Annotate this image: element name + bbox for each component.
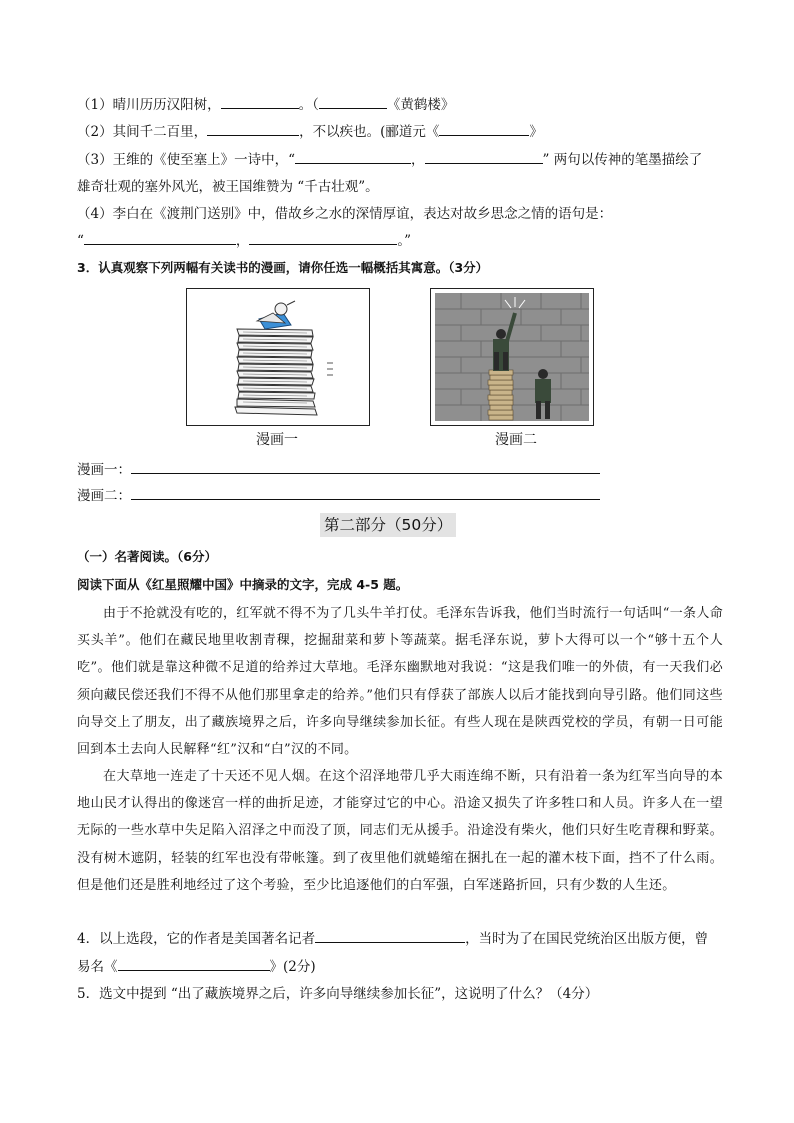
question-4 bbox=[77, 928, 708, 949]
poem-q4-comma: ， bbox=[235, 233, 250, 249]
poem-q1-text: （1）晴川历历汉阳树， bbox=[77, 97, 221, 113]
poem-q3-text-2: ” 两句以传神的笔墨描绘了 bbox=[542, 152, 703, 168]
cartoon-2-image bbox=[431, 289, 593, 425]
question-4-text-2: ，当时为了在国民党统治区出版方便，曾 bbox=[465, 931, 709, 947]
poem-q2-text-2: ，不以疾也。(郦道元《 bbox=[299, 124, 440, 140]
answer-blank[interactable] bbox=[315, 928, 465, 943]
passage-paragraph-1: 由于不抢就没有吃的，红军就不得不为了几头牛羊打仗。毛泽东告诉我，他们当时流行一句话叫“一条人命买头羊”。他们在藏民地里收割青稞，挖掘甜菜和萝卜等蔬菜。据毛泽东说，萝卜大得可以一个“够十五个人吃”。他们就是靠这种微不足道的给养过大草地。毛泽东幽默地对我说：“这是我们唯一的外债，有一天我们必须向藏民偿还我们不得不从他们那里拿走的给养。”他们只有俘获了部族人以后才能找到向导引路。他们同这些向导交上了朋友，出了藏族境界之后，许多向导继续参加长征。有些人现在是陕西党校的学员，有朝一日可能回到本土去向人民解释“红”汉和“白”汉的不同。 bbox=[77, 606, 723, 758]
cartoon-1-answer-label: 漫画一： bbox=[77, 462, 131, 478]
poem-q2 bbox=[77, 121, 543, 142]
poem-q4-text: （4）李白在《渡荆门送别》中，借故乡之水的深情厚谊，表达对故乡思念之情的语句是： bbox=[77, 206, 613, 222]
poem-q3-text: （3）王维的《使至塞上》一诗中，“ bbox=[77, 152, 295, 168]
poem-q4 bbox=[77, 204, 612, 224]
poem-q4-answer bbox=[77, 230, 411, 251]
answer-blank[interactable] bbox=[131, 485, 600, 500]
question-4-text-3: 易名《 bbox=[77, 959, 118, 975]
question-4-cont bbox=[77, 956, 316, 977]
question-4-points: 》(2分) bbox=[269, 959, 316, 975]
cartoon-1-caption: 漫画一 bbox=[256, 432, 298, 448]
cartoon-2-caption: 漫画二 bbox=[495, 432, 537, 448]
poem-q2-text-3: 》 bbox=[529, 124, 543, 140]
poem-q3-comma: ， bbox=[411, 152, 425, 168]
poem-q1 bbox=[77, 94, 454, 115]
answer-blank[interactable] bbox=[319, 94, 387, 109]
poem-q2-text: （2）其间千二百里， bbox=[77, 124, 208, 140]
q3-title: 3．认真观察下列两幅有关读书的漫画，请你任选一幅概括其寓意。（3分） bbox=[77, 260, 489, 275]
poem-q3 bbox=[77, 149, 702, 170]
cartoon-2-frame bbox=[430, 288, 594, 426]
answer-blank[interactable] bbox=[249, 230, 397, 245]
poem-q1-source: 《黄鹤楼》 bbox=[386, 97, 455, 113]
poem-q1-text-2: 。（ bbox=[298, 97, 319, 113]
answer-blank[interactable] bbox=[207, 121, 299, 136]
cartoon-2-answer bbox=[77, 485, 600, 506]
cartoon-1-answer bbox=[77, 459, 600, 480]
answer-blank[interactable] bbox=[131, 459, 600, 474]
open-quote: “ bbox=[77, 233, 84, 249]
reading-intro: 阅读下面从《红星照耀中国》中摘录的文字，完成 4-5 题。 bbox=[77, 577, 409, 592]
reading-section-title: （一）名著阅读。（6分） bbox=[77, 549, 217, 564]
answer-blank[interactable] bbox=[439, 121, 529, 136]
poem-q3-cont bbox=[77, 177, 379, 197]
question-4-text: 4．以上选段，它的作者是美国著名记者 bbox=[77, 931, 316, 947]
answer-blank[interactable] bbox=[118, 956, 270, 971]
answer-blank[interactable] bbox=[425, 149, 543, 164]
part-2-title: 第二部分（50分） bbox=[320, 513, 456, 537]
cartoon-1-image bbox=[187, 289, 369, 425]
question-5: 5．选文中提到 “出了藏族境界之后，许多向导继续参加长征”，这说明了什么？（4分） bbox=[77, 986, 599, 1002]
cartoon-1-frame bbox=[186, 288, 370, 426]
answer-blank[interactable] bbox=[221, 94, 299, 109]
cartoon-2-answer-label: 漫画二： bbox=[77, 488, 131, 504]
passage-paragraph-2: 在大草地一连走了十天还不见人烟。在这个沼泽地带几乎大雨连绵不断，只有沿着一条为红军当向导的本地山民才认得出的像迷宫一样的曲折足迹，才能穿过它的中心。沿途又损失了许多牲口和人员。许多人在一望无际的一些水草中失足陷入沼泽之中而没了顶，同志们无从援手。沿途没有柴火，他们只好生吃青稞和野菜。没有树木遮阴，轻装的红军也没有带帐篷。到了夜里他们就蜷缩在捆扎在一起的灌木枝下面，挡不了什么雨。但是他们还是胜利地经过了这个考验，至少比追逐他们的白军强，白军迷路折回，只有少数的人生还。 bbox=[77, 769, 723, 893]
answer-blank[interactable] bbox=[84, 230, 236, 245]
answer-blank[interactable] bbox=[295, 149, 411, 164]
poem-q3-text-3: 雄奇壮观的塞外风光，被王国维赞为 “千古壮观”。 bbox=[77, 179, 379, 195]
close-quote: 。” bbox=[397, 233, 412, 249]
